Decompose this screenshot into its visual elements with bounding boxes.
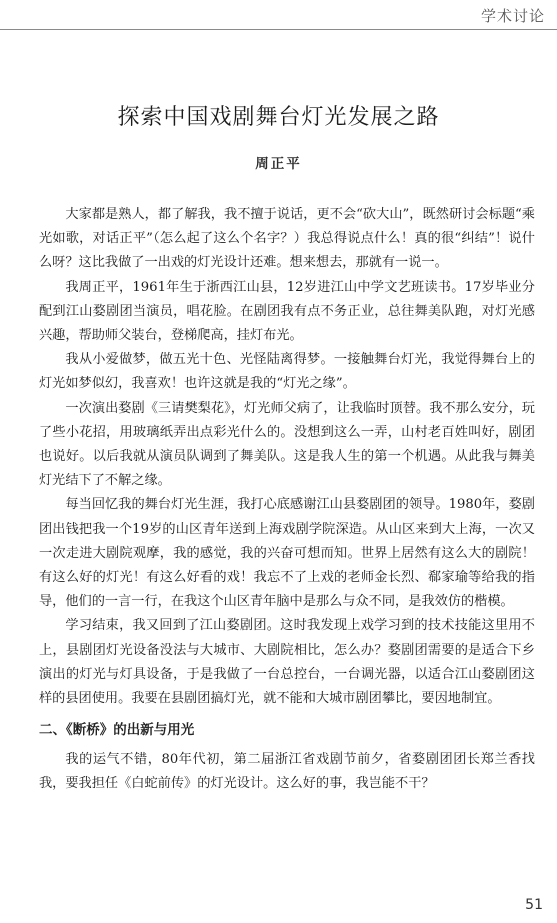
- article-body: [39, 203, 535, 797]
- paragraph: 我周正平，1961年生于浙西江山县，12岁进江山中学文艺班读书。17岁毕业分配到江山婺剧团当演员，唱花脸。在剧团我有点不务正业，总往舞美队跑，对灯光感兴趣，帮助师父装台，登梯爬高，挂灯布光。: [39, 279, 535, 344]
- paragraph: 每当回忆我的舞台灯光生涯，我打心底感谢江山县婺剧团的领导。1980年，婺剧团出钱把我一个19岁的山区青年送到上海戏剧学院深造。从山区来到大上海，一次又一次走进大剧院观摩，我的感觉，我的兴奋可想而知。世界上居然有这么大的剧院！有这么好的灯光！有这么好看的戏！我忘不了上戏的老师金长烈、郗家瑜等给我的指导，他们的一言一行，在我这个山区青年脑中是那么与众不同，是我效仿的楷模。: [39, 497, 535, 610]
- section-tag: 学术讨论: [480, 7, 545, 25]
- article-author: 周正平: [255, 156, 302, 172]
- paragraph: 我从小爱做梦，做五光十色、光怪陆离得梦。一接触舞台灯光，我觉得舞台上的灯光如梦似幻，我喜欢！也许这就是我的“灯光之缘”。: [39, 352, 535, 392]
- header-divider: [0, 29, 557, 30]
- page-number: 51: [525, 897, 543, 913]
- article-title: 探索中国戏剧舞台灯光发展之路: [117, 105, 440, 130]
- paragraph: 学习结束，我又回到了江山婺剧团。这时我发现上戏学习到的技术技能这里用不上，县剧团灯光设备没法与大城市、大剧院相比，怎么办？婺剧团需要的是适合下乡演出的灯光与灯具设备，于是我做了一台总控台，一台调光器，以适合江山婺剧团这样的县团使用。我要在县剧团搞灯光，就不能和大城市剧团攀比，要因地制宜。: [39, 618, 535, 707]
- paragraph: 大家都是熟人，都了解我，我不擅于说话，更不会“砍大山”，既然研讨会标题“乘光如歌，对话正平”（怎么起了这么个名字？）我总得说点什么！真的很“纠结”！说什么呀？这比我做了一出戏的灯光设计还难。想来想去，那就有一说一。: [39, 207, 535, 271]
- paragraph: 我的运气不错，80年代初，第二届浙江省戏剧节前夕，省婺剧团团长郑兰香找我，要我担任《白蛇前传》的灯光设计。这么好的事，我岂能不干？: [39, 752, 535, 792]
- section-heading: 二、《断桥》的出新与用光: [39, 722, 195, 739]
- paragraph: 一次演出婺剧《三请樊梨花》，灯光师父病了，让我临时顶替。我不那么安分，玩了些小花招，用玻璃纸弄出点彩光什么的。没想到这么一弄，山村老百姓叫好，剧团也说好。以后我就从演员队调到了舞美队。这是我人生的第一个机遇。从此我与舞美灯光结下了不解之缘。: [39, 400, 535, 489]
